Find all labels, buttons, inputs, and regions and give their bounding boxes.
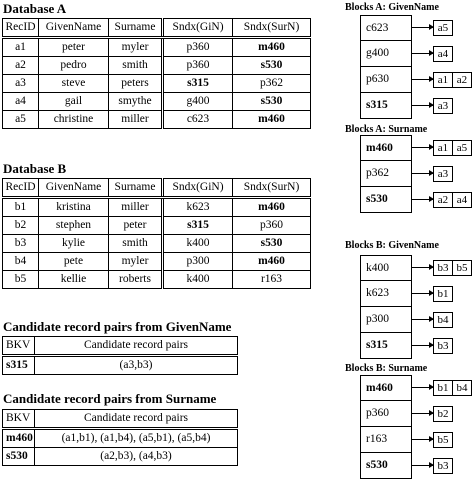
block-key: p300	[360, 307, 412, 333]
table-row	[3, 271, 311, 289]
database-b-table	[2, 178, 311, 289]
block-key: m460	[360, 375, 412, 401]
record-id-cell: b4	[452, 380, 472, 396]
block-key: s315	[360, 93, 412, 119]
table-cell: peter	[109, 217, 163, 235]
table-cell: kellie	[39, 271, 109, 289]
record-id-cell: a3	[433, 166, 453, 182]
record-id-cell: b1	[433, 286, 453, 302]
blocks-a-surname-title: Blocks A: Surname	[345, 124, 428, 135]
table-row	[3, 253, 311, 271]
block-row	[360, 307, 470, 333]
table-cell: p360	[163, 57, 233, 75]
block-row	[360, 333, 470, 359]
column-header: Candidate record pairs	[35, 410, 238, 429]
table-cell: b4	[3, 253, 39, 271]
blocks-a-givenname	[360, 15, 470, 119]
arrow-right-icon	[411, 267, 433, 268]
block-row	[360, 255, 470, 281]
record-id-cell: a4	[433, 46, 453, 62]
column-header: BKV	[3, 410, 35, 429]
table-cell: k623	[163, 198, 233, 217]
table-cell: c623	[163, 111, 233, 129]
table-cell: b3	[3, 235, 39, 253]
table-cell: p300	[163, 253, 233, 271]
block-key: s315	[360, 333, 412, 359]
table-cell: myler	[109, 253, 163, 271]
table-cell: b1	[3, 198, 39, 217]
blocks-a-givenname-title: Blocks A: GivenName	[345, 2, 439, 13]
record-id-cell: b1	[433, 380, 453, 396]
table-cell: miller	[109, 198, 163, 217]
candidate-givenname-title: Candidate record pairs from GivenName	[3, 319, 232, 334]
arrow-right-icon	[411, 79, 433, 80]
table-cell: a2	[3, 57, 39, 75]
arrow-right-icon	[411, 199, 433, 200]
record-id-cell: a3	[433, 98, 453, 114]
database-b-title: Database B	[3, 161, 67, 176]
record-list	[433, 338, 452, 354]
block-row	[360, 281, 470, 307]
block-key: m460	[360, 135, 412, 161]
block-row	[360, 427, 470, 453]
arrow-right-icon	[411, 105, 433, 106]
block-key: s530	[360, 187, 412, 213]
table-row	[3, 57, 311, 75]
column-header: GivenName	[39, 179, 109, 198]
table-cell: pedro	[39, 57, 109, 75]
table-row	[3, 93, 311, 111]
column-header: RecID	[3, 19, 39, 38]
block-row	[360, 401, 470, 427]
arrow-right-icon	[411, 319, 433, 320]
record-id-cell: b3	[433, 338, 453, 354]
record-id-cell: b3	[433, 458, 453, 474]
table-cell: m460	[233, 111, 311, 129]
blocks-a-surname	[360, 135, 470, 213]
table-cell: smith	[109, 57, 163, 75]
table-cell: christine	[39, 111, 109, 129]
table-cell: m460	[233, 253, 311, 271]
table-cell: a4	[3, 93, 39, 111]
table-cell: a1	[3, 38, 39, 57]
table-cell: steve	[39, 75, 109, 93]
column-header: Surname	[109, 179, 163, 198]
column-header: Candidate record pairs	[35, 337, 238, 356]
block-row	[360, 453, 470, 479]
table-row	[3, 38, 311, 57]
table-cell: m460	[233, 198, 311, 217]
arrow-right-icon	[411, 147, 433, 148]
record-list	[433, 458, 452, 474]
arrow-right-icon	[411, 465, 433, 466]
record-id-cell: a1	[433, 140, 453, 156]
arrow-right-icon	[411, 173, 433, 174]
block-row	[360, 15, 470, 41]
table-cell: k400	[163, 271, 233, 289]
record-id-cell: b4	[433, 312, 453, 328]
table-cell: p360	[163, 38, 233, 57]
block-key: s530	[360, 453, 412, 479]
column-header: Sndx(SurN)	[233, 19, 311, 38]
table-header-row	[3, 179, 311, 198]
table-cell: b2	[3, 217, 39, 235]
table-cell: a5	[3, 111, 39, 129]
table-row	[3, 111, 311, 129]
block-key: k400	[360, 255, 412, 281]
block-key: r163	[360, 427, 412, 453]
blocks-b-givenname-title: Blocks B: GivenName	[345, 240, 439, 251]
table-cell: s315	[163, 217, 233, 235]
record-id-cell: b5	[452, 260, 472, 276]
table-cell: gail	[39, 93, 109, 111]
block-key: p630	[360, 67, 412, 93]
table-row	[3, 75, 311, 93]
record-id-cell: b2	[433, 406, 453, 422]
record-id-cell: a2	[452, 72, 472, 88]
block-row	[360, 67, 470, 93]
record-list	[433, 140, 471, 156]
bkv-cell: s530	[3, 448, 35, 466]
table-cell: s530	[233, 57, 311, 75]
block-key: k623	[360, 281, 412, 307]
database-a-title: Database A	[3, 1, 67, 16]
table-row	[3, 448, 238, 466]
candidate-givenname-table	[2, 336, 238, 375]
table-row	[3, 356, 238, 375]
column-header: RecID	[3, 179, 39, 198]
table-cell: roberts	[109, 271, 163, 289]
record-list	[433, 192, 471, 208]
candidate-surname-title: Candidate record pairs from Surname	[3, 391, 217, 406]
block-row	[360, 375, 470, 401]
block-row	[360, 93, 470, 119]
column-header: Sndx(SurN)	[233, 179, 311, 198]
record-id-cell: a5	[433, 20, 453, 36]
record-list	[433, 98, 452, 114]
table-cell: s530	[233, 93, 311, 111]
table-cell: kristina	[39, 198, 109, 217]
table-cell: myler	[109, 38, 163, 57]
arrow-right-icon	[411, 293, 433, 294]
table-cell: b5	[3, 271, 39, 289]
table-cell: p360	[233, 217, 311, 235]
column-header: Surname	[109, 19, 163, 38]
record-id-cell: a4	[452, 192, 472, 208]
table-header-row	[3, 410, 238, 429]
bkv-cell: s315	[3, 356, 35, 375]
table-header-row	[3, 19, 311, 38]
record-id-cell: a1	[433, 72, 453, 88]
table-row	[3, 429, 238, 448]
table-cell: m460	[233, 38, 311, 57]
blocks-b-givenname	[360, 255, 470, 359]
pairs-cell: (a2,b3), (a4,b3)	[35, 448, 238, 466]
record-list	[433, 72, 471, 88]
table-row	[3, 235, 311, 253]
column-header: Sndx(GiN)	[163, 179, 233, 198]
block-row	[360, 135, 470, 161]
column-header: GivenName	[39, 19, 109, 38]
table-row	[3, 217, 311, 235]
blocks-b-surname	[360, 375, 470, 479]
block-key: p360	[360, 401, 412, 427]
table-cell: peter	[39, 38, 109, 57]
record-id-cell: a5	[452, 140, 472, 156]
table-cell: a3	[3, 75, 39, 93]
table-cell: s530	[233, 235, 311, 253]
bkv-cell: m460	[3, 429, 35, 448]
table-cell: s315	[163, 75, 233, 93]
arrow-right-icon	[411, 345, 433, 346]
block-row	[360, 41, 470, 67]
pairs-cell: (a1,b1), (a1,b4), (a5,b1), (a5,b4)	[35, 429, 238, 448]
record-list	[433, 46, 452, 62]
record-list	[433, 260, 471, 276]
block-key: c623	[360, 15, 412, 41]
column-header: BKV	[3, 337, 35, 356]
record-id-cell: b3	[433, 260, 453, 276]
table-header-row	[3, 337, 238, 356]
table-cell: stephen	[39, 217, 109, 235]
arrow-right-icon	[411, 439, 433, 440]
table-cell: pete	[39, 253, 109, 271]
table-cell: k400	[163, 235, 233, 253]
candidate-surname-table	[2, 409, 238, 466]
arrow-right-icon	[411, 387, 433, 388]
table-cell: miller	[109, 111, 163, 129]
record-id-cell: b5	[433, 432, 453, 448]
block-row	[360, 187, 470, 213]
table-cell: smith	[109, 235, 163, 253]
database-a-table	[2, 18, 311, 129]
table-cell: kylie	[39, 235, 109, 253]
record-list	[433, 166, 452, 182]
record-list	[433, 312, 452, 328]
blocks-b-surname-title: Blocks B: Surname	[345, 363, 428, 374]
table-row	[3, 198, 311, 217]
arrow-right-icon	[411, 413, 433, 414]
table-cell: smythe	[109, 93, 163, 111]
arrow-right-icon	[411, 27, 433, 28]
table-cell: p362	[233, 75, 311, 93]
table-cell: peters	[109, 75, 163, 93]
record-id-cell: a2	[433, 192, 453, 208]
table-cell: r163	[233, 271, 311, 289]
table-cell: g400	[163, 93, 233, 111]
record-list	[433, 286, 452, 302]
block-key: p362	[360, 161, 412, 187]
block-row	[360, 161, 470, 187]
record-list	[433, 20, 452, 36]
record-list	[433, 432, 452, 448]
pairs-cell: (a3,b3)	[35, 356, 238, 375]
column-header: Sndx(GiN)	[163, 19, 233, 38]
record-list	[433, 406, 452, 422]
record-list	[433, 380, 471, 396]
block-key: g400	[360, 41, 412, 67]
arrow-right-icon	[411, 53, 433, 54]
